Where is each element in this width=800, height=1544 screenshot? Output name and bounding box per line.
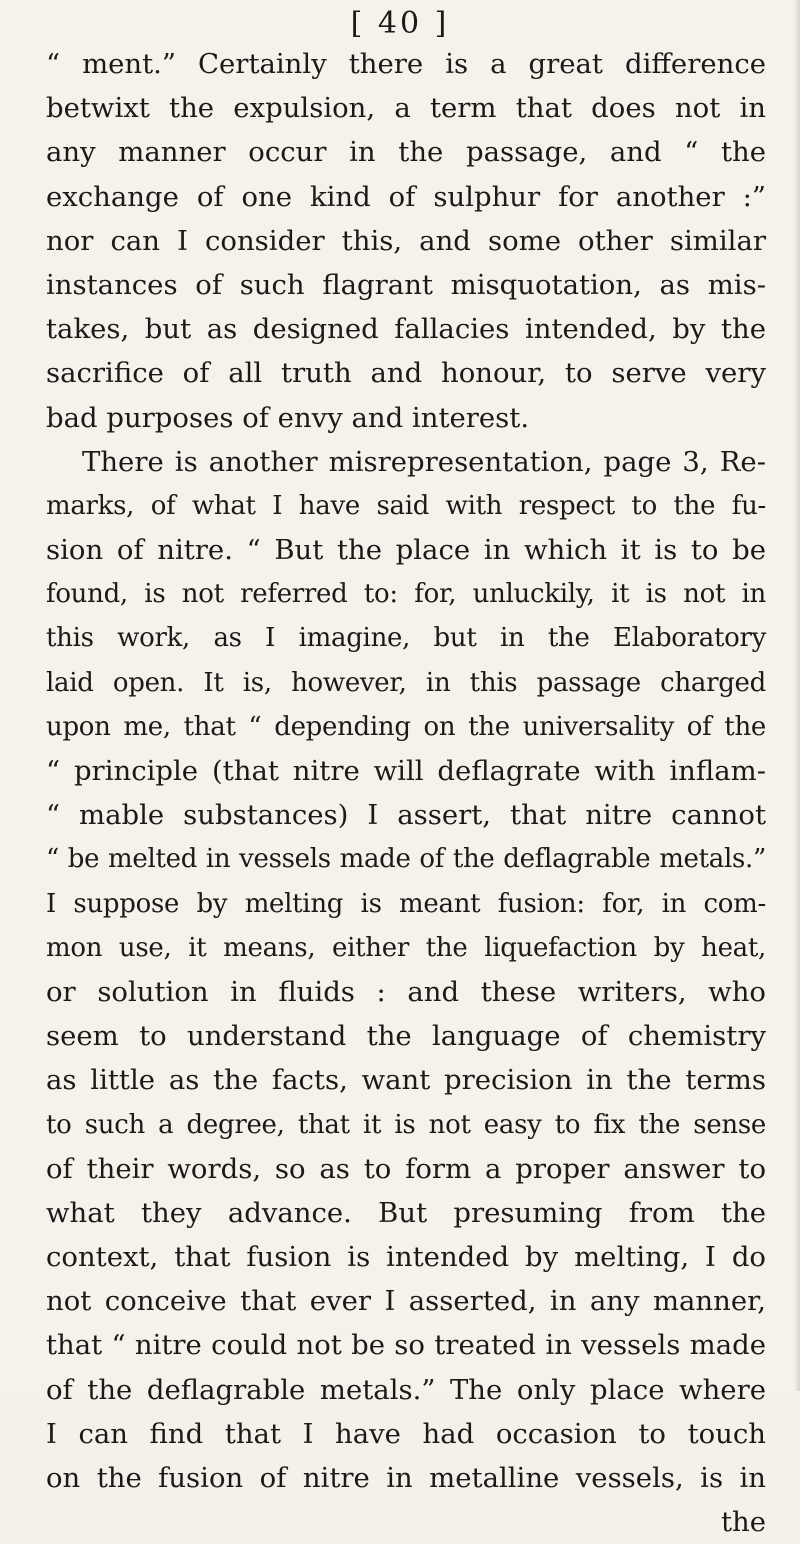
text-line: “ ment.” Certainly there is a great difference	[46, 48, 766, 80]
page-edge	[794, 0, 800, 1391]
text-line: exchange of one kind of sulphur for another :”	[46, 180, 766, 213]
text-line: of their words, so as to form a proper answer to	[46, 1152, 766, 1185]
page-number: [ 40 ]	[350, 6, 450, 41]
text-line: any manner occur in the passage, and “ the	[46, 136, 766, 169]
text-line: laid open. It is, however, in this passage charged	[46, 667, 766, 698]
text-line: instances of such flagrant misquotation, as mis-	[46, 268, 766, 301]
text-line: seem to understand the language of chemistry	[46, 1020, 766, 1053]
text-line: that “ nitre could not be so treated in vessels made	[46, 1329, 766, 1362]
text-line: I can find that I have had occasion to touch	[46, 1417, 766, 1450]
text-line: I suppose by melting is meant fusion: for, in com-	[46, 888, 766, 919]
text-line: “ mable substances) I assert, that nitre cannot	[46, 799, 766, 832]
text-line: upon me, that “ depending on the universality of the	[46, 711, 766, 742]
text-line: this work, as I imagine, but in the Elaboratory	[46, 623, 766, 654]
text-line: There is another misrepresentation, page 3, Re-	[82, 445, 766, 478]
text-line: of the deflagrable metals.” The only place where	[46, 1373, 766, 1406]
text-line: on the fusion of nitre in metalline vessels, is in	[46, 1462, 766, 1494]
text-line: sacrifice of all truth and honour, to serve very	[46, 357, 766, 390]
text-line: as little as the facts, want precision in the terms	[46, 1064, 766, 1097]
text-line: to such a degree, that it is not easy to fix the sense	[46, 1109, 766, 1140]
text-line: or solution in fluids : and these writers, who	[46, 975, 766, 1008]
text-line: the	[720, 1506, 766, 1539]
text-line: mon use, it means, either the liquefaction by heat,	[46, 932, 766, 963]
text-line: betwixt the expulsion, a term that does not in	[46, 92, 766, 125]
text-line: what they advance. But presuming from the	[46, 1196, 766, 1229]
text-line: not conceive that ever I asserted, in any manner,	[46, 1285, 766, 1318]
body-text	[46, 42, 766, 1544]
text-line: sion of nitre. “ But the place in which it is to be	[46, 534, 766, 567]
text-line: found, is not referred to: for, unluckily, it is not in	[46, 579, 766, 610]
text-line: marks, of what I have said with respect to the fu-	[46, 490, 766, 521]
text-line: “ principle (that nitre will deflagrate with inflam-	[46, 755, 766, 787]
text-line: nor can I consider this, and some other similar	[46, 224, 766, 257]
text-line: takes, but as designed fallacies intended, by the	[46, 313, 766, 346]
text-line: “ be melted in vessels made of the deflagrable metals.”	[46, 844, 766, 875]
text-line: bad purposes of envy and interest.	[46, 401, 530, 434]
text-line: context, that fusion is intended by melting, I do	[46, 1241, 766, 1274]
